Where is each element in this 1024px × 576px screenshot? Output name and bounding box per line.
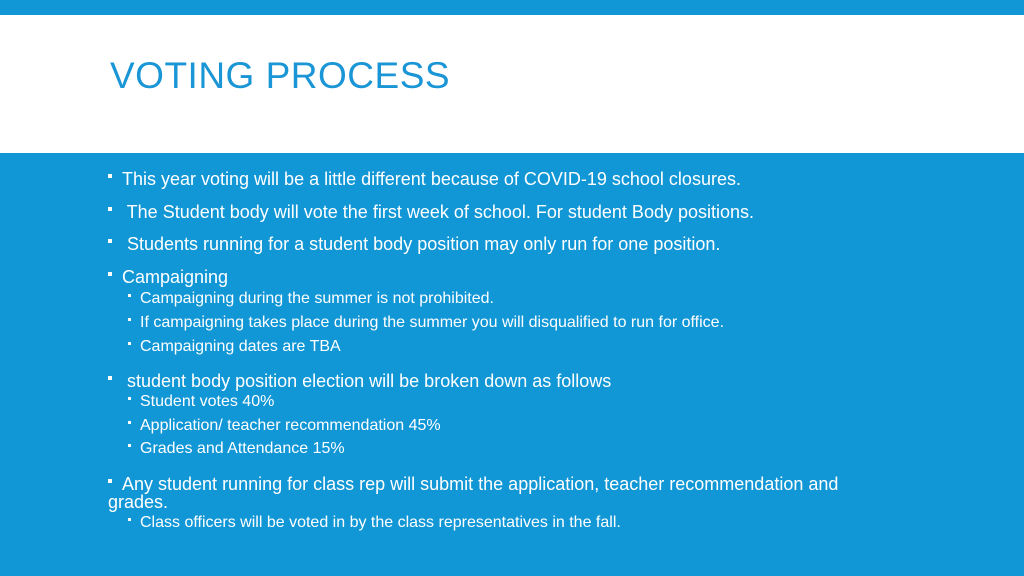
sub-bullet-item xyxy=(128,514,621,532)
bullet-text: Campaigning during the summer is not prohibited. xyxy=(140,290,494,307)
bullet-icon xyxy=(108,272,112,276)
bullet-text: Students running for a student body position may only run for one position. xyxy=(122,234,721,254)
bullet-item xyxy=(108,475,898,511)
bullet-icon xyxy=(128,342,131,345)
bullet-text: The Student body will vote the first week of school. For student Body positions. xyxy=(122,202,755,222)
sub-bullet-item xyxy=(128,393,274,411)
bullet-text: Campaigning xyxy=(122,267,229,287)
bullet-icon xyxy=(108,207,112,211)
bullet-icon xyxy=(128,294,131,297)
bullet-text: Class officers will be voted in by the class representatives in the fall. xyxy=(140,514,621,531)
sub-bullet-item xyxy=(128,290,494,308)
bullet-text: Application/ teacher recommendation 45% xyxy=(140,417,441,434)
sub-bullet-item xyxy=(128,417,441,435)
bullet-icon xyxy=(108,174,112,178)
bullet-item xyxy=(108,202,754,223)
sub-bullet-item xyxy=(128,440,345,458)
sub-bullet-item xyxy=(128,314,724,332)
bullet-text: Campaigning dates are TBA xyxy=(140,338,341,355)
bullet-icon xyxy=(108,376,112,380)
bullet-text: student body position election will be broken down as follows xyxy=(122,371,612,391)
bullet-text: This year voting will be a little different because of COVID-19 school closures. xyxy=(122,169,741,189)
slide-title: VOTING PROCESS xyxy=(110,55,451,96)
bullet-icon xyxy=(128,318,131,321)
bullet-icon xyxy=(128,518,131,521)
bullet-icon xyxy=(128,397,131,400)
sub-bullet-item xyxy=(128,338,341,356)
bullet-icon xyxy=(128,421,131,424)
slide-content xyxy=(0,153,1024,576)
bullet-icon xyxy=(128,444,131,447)
bullet-item xyxy=(108,267,228,288)
top-accent-strip xyxy=(0,0,1024,15)
bullet-item xyxy=(108,371,611,392)
bullet-text: Student votes 40% xyxy=(140,393,275,410)
bullet-text: Grades and Attendance 15% xyxy=(140,440,345,457)
bullet-text: Any student running for class rep will submit the application, teacher recommendation and grades. xyxy=(108,474,839,512)
bullet-item xyxy=(108,234,720,255)
title-band xyxy=(0,15,1024,153)
bullet-item xyxy=(108,169,741,190)
bullet-text: If campaigning takes place during the summer you will disqualified to run for office. xyxy=(140,314,725,331)
bullet-icon xyxy=(108,239,112,243)
bullet-icon xyxy=(108,479,112,483)
